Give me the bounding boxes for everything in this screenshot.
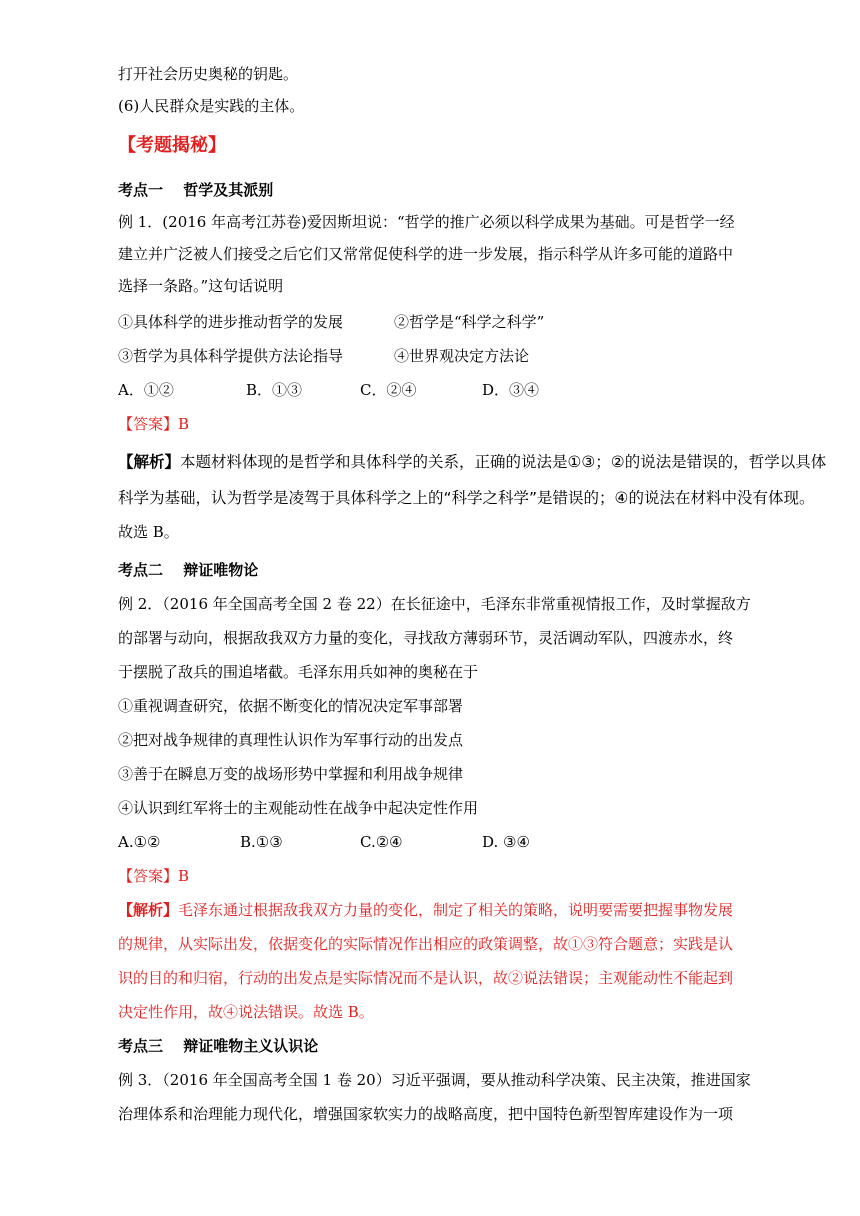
q2-option-c: C.②④ <box>360 833 403 851</box>
q2-option-b: B.①③ <box>240 833 283 851</box>
q1-heading: 考点一 哲学及其派别 <box>118 181 274 199</box>
intro-line-2: (6)人民群众是实践的主体。 <box>118 97 305 115</box>
q2-statement: ①重视调查研究，依据不断变化的情况决定军事部署 <box>118 697 464 715</box>
q2-statement: ④认识到红军将士的主观能动性在战争中起决定性作用 <box>118 799 479 817</box>
analysis-tag: 【解析】 <box>118 901 179 919</box>
q2-answer <box>118 866 189 886</box>
q3-stem-line: 例 3．（2016 年全国高考全国 1 卷 20）习近平强调，要从推动科学决策、民主决策，推进国家 <box>118 1071 751 1089</box>
q1-answer <box>118 414 189 434</box>
q3-stem-line: 治理体系和治理能力现代化，增强国家软实力的战略高度，把中国特色新型智库建设作为一项 <box>118 1105 734 1123</box>
answer-tag: 【答案】 <box>118 415 179 433</box>
analysis-tag: 【解析】 <box>118 453 181 471</box>
q1-stem-line: 选择一条路。”这句话说明 <box>118 277 284 295</box>
q1-option-a: A．①② <box>118 381 174 399</box>
q1-option-b: B．①③ <box>246 381 303 399</box>
q2-heading: 考点二 辩证唯物论 <box>118 561 259 579</box>
section-title: 【考题揭秘】 <box>118 135 226 156</box>
q2-option-a: A.①② <box>118 833 161 851</box>
q1-stem-line: 例 1．(2016 年高考江苏卷)爱因斯坦说：“哲学的推广必须以科学成果为基础。可是哲学一经 <box>118 213 735 231</box>
q1-statement: ④世界观决定方法论 <box>394 347 530 365</box>
q2-analysis-line: 识的目的和归宿，行动的出发点是实际情况而不是认识，故②说法错误；主观能动性不能起到 <box>118 969 734 987</box>
q2-analysis-line: 的规律，从实际出发，依据变化的实际情况作出相应的政策调整，故①③符合题意；实践是认 <box>118 935 734 953</box>
q1-statement: ②哲学是“科学之科学” <box>394 313 545 331</box>
q1-statement: ①具体科学的进步推动哲学的发展 <box>118 313 344 331</box>
intro-line-1: 打开社会历史奥秘的钥匙。 <box>118 65 299 83</box>
q1-analysis-line: 科学为基础，认为哲学是凌驾于具体科学之上的“科学之科学”是错误的；④的说法在材料中没有体现。 <box>118 489 815 507</box>
q3-heading: 考点三 辩证唯物主义认识论 <box>118 1037 319 1055</box>
q1-option-d: D．③④ <box>482 381 540 399</box>
q2-analysis-line: 【解析】毛泽东通过根据敌我双方力量的变化，制定了相关的策略，说明要需要把握事物发展 <box>118 901 734 919</box>
q2-stem-line: 的部署与动向，根据敌我双方力量的变化，寻找敌方薄弱环节，灵活调动军队，四渡赤水，终 <box>118 629 734 647</box>
q2-stem-line: 于摆脱了敌兵的围追堵截。毛泽东用兵如神的奥秘在于 <box>118 663 479 681</box>
answer-tag: 【答案】 <box>118 867 179 885</box>
q2-stem-line: 例 2．（2016 年全国高考全国 2 卷 22）在长征途中，毛泽东非常重视情报工作，及时掌握敌方 <box>118 595 751 613</box>
q1-statement: ③哲学为具体科学提供方法论指导 <box>118 347 344 365</box>
q1-analysis-line: 故选 B。 <box>118 523 179 541</box>
answer-value: B <box>178 867 190 885</box>
q1-analysis-line: 【解析】本题材料体现的是哲学和具体科学的关系，正确的说法是①③；②的说法是错误的，哲学以具体 <box>118 453 827 471</box>
q2-analysis-line: 决定性作用，故④说法错误。故选 B。 <box>118 1003 374 1021</box>
q1-stem-line: 建立并广泛被人们接受之后它们又常常促使科学的进一步发展，指示科学从许多可能的道路中 <box>118 245 734 263</box>
q1-option-c: C．②④ <box>360 381 417 399</box>
q2-option-d: D. ③④ <box>482 833 530 851</box>
answer-value: B <box>178 415 190 433</box>
q2-statement: ②把对战争规律的真理性认识作为军事行动的出发点 <box>118 731 464 749</box>
q2-statement: ③善于在瞬息万变的战场形势中掌握和利用战争规律 <box>118 765 464 783</box>
